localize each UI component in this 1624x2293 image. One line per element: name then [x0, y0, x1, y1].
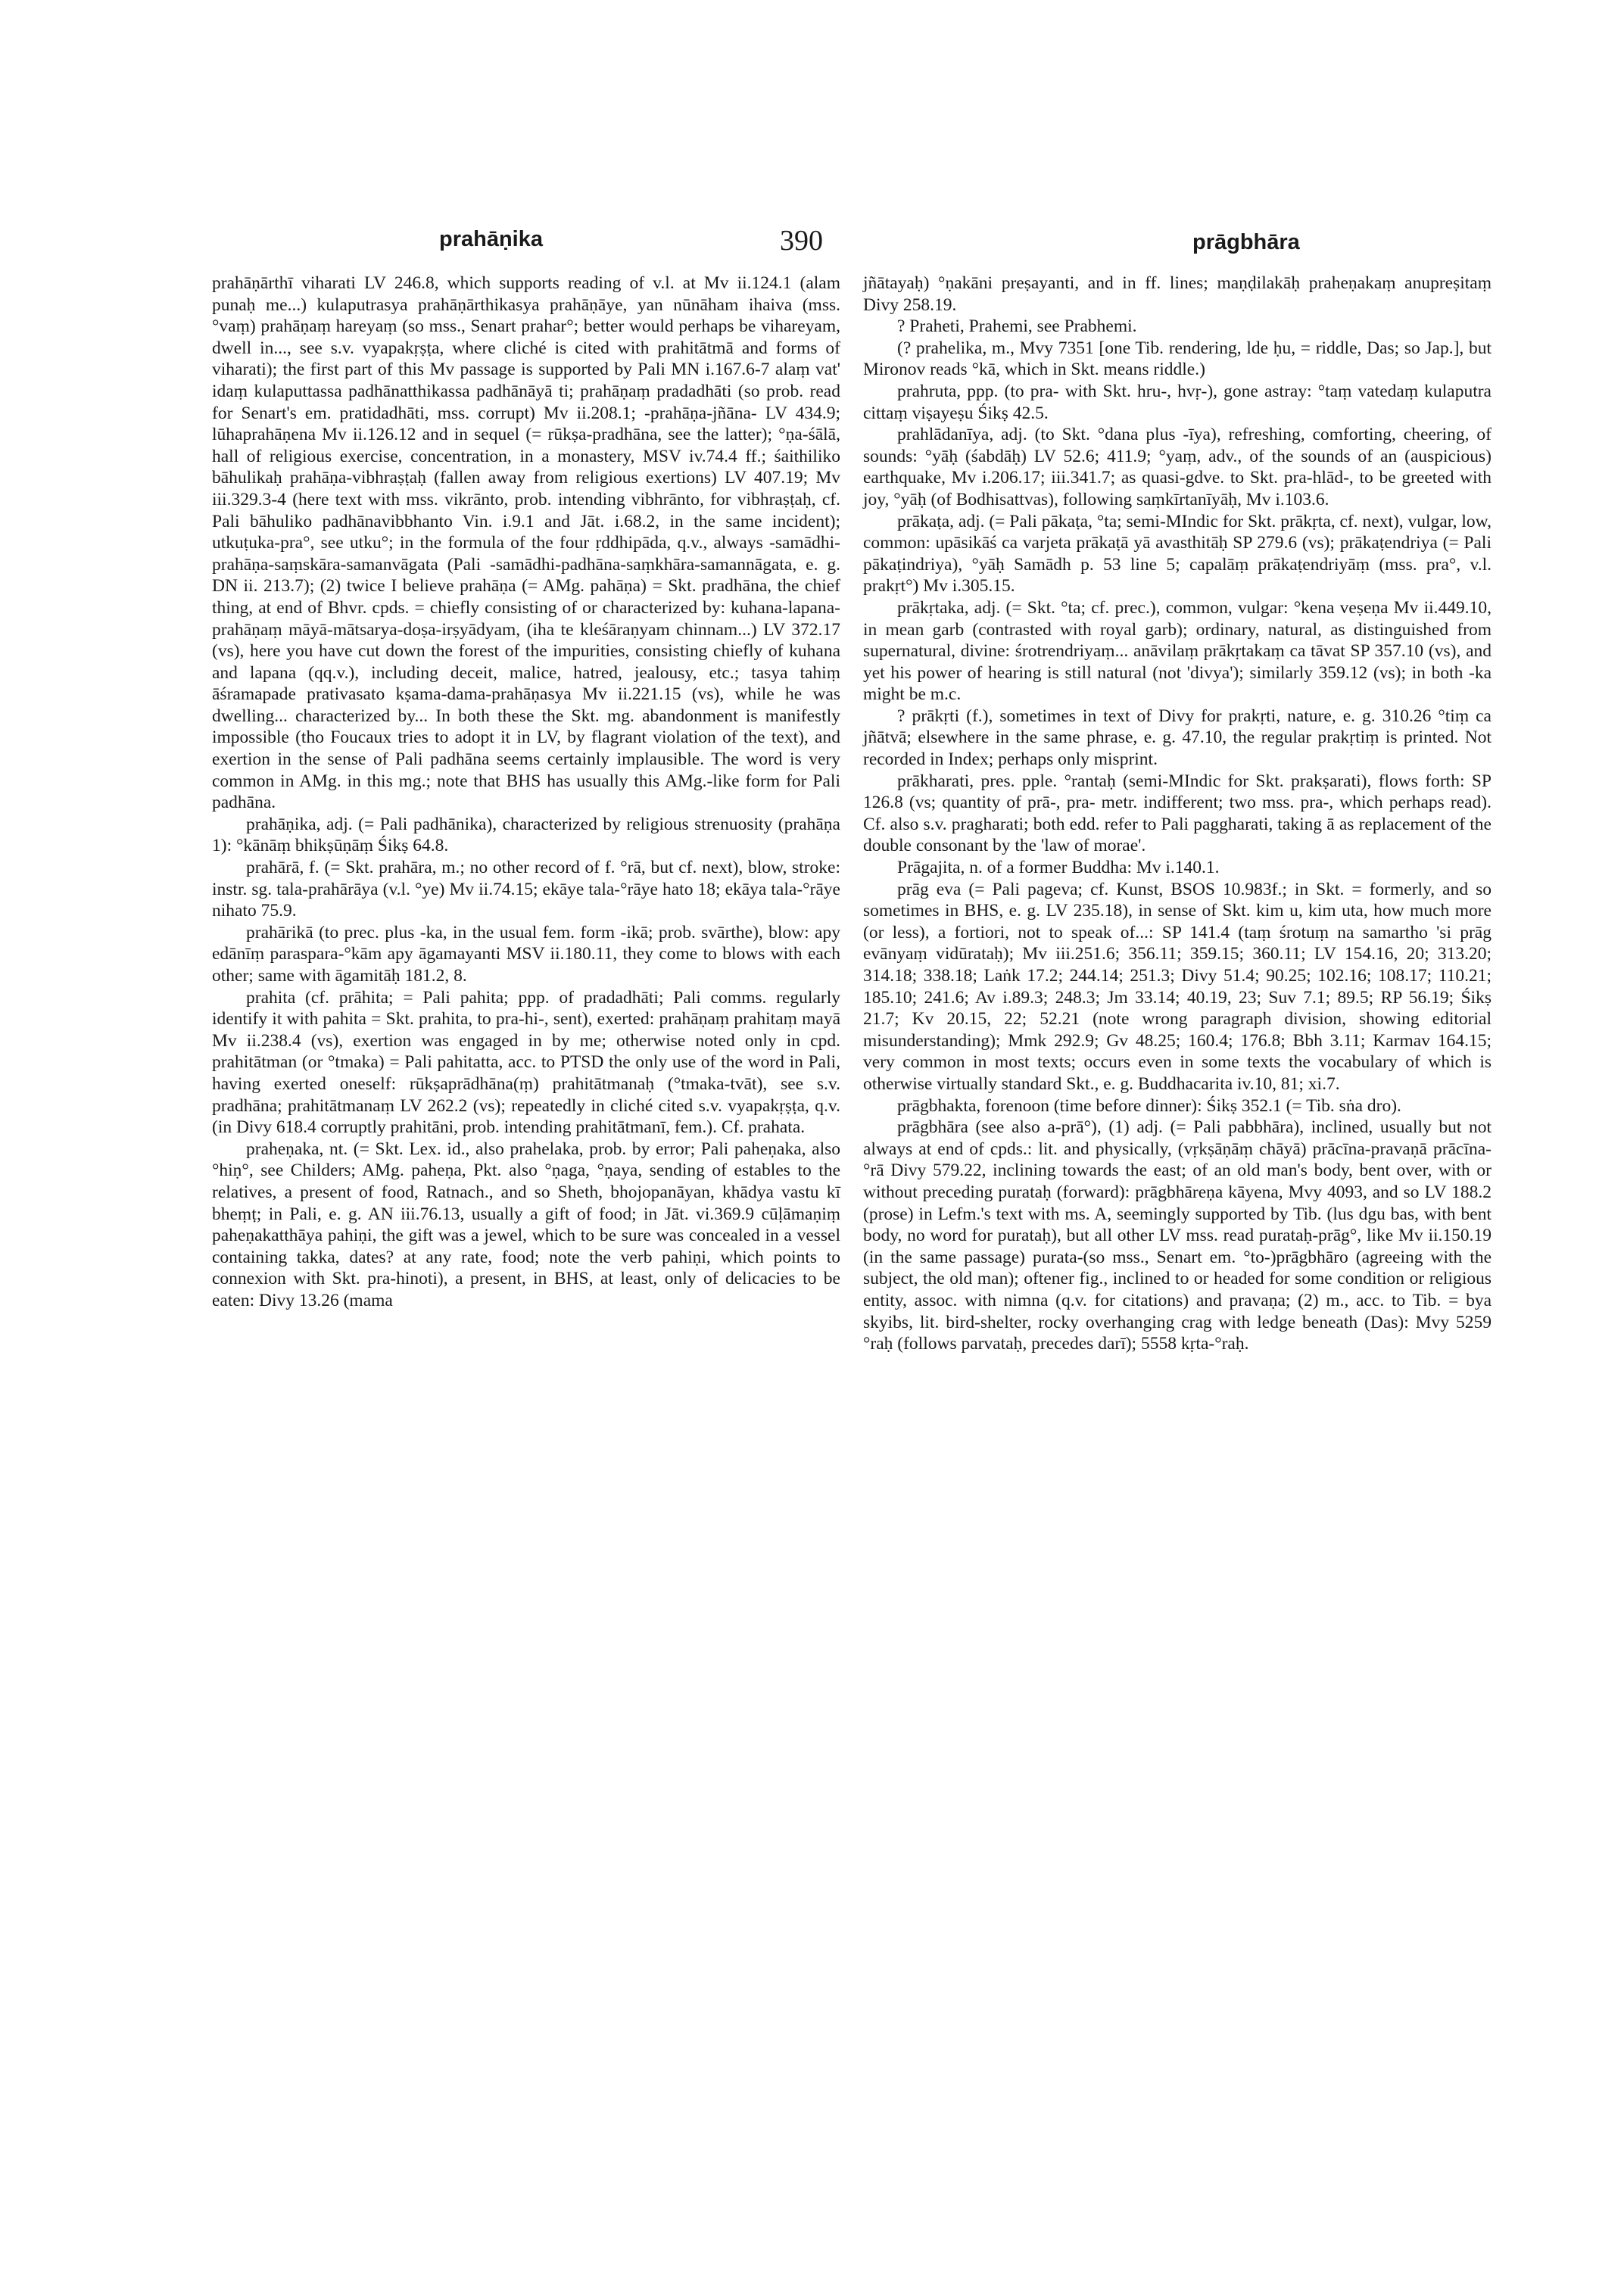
left-column-entry: prahārā, f. (= Skt. prahāra, m.; no other record of f. °rā, but cf. next), blow, stroke: instr. sg. tala-prahārāya (v.l. °ye) Mv ii.74.15; ekāye tala-°rāye hato 18; ekāya tala-°rāye nihato 75.9. [212, 858, 840, 921]
right-guideword: prāgbhāra [1192, 230, 1300, 254]
left-column-entry: prahārikā (to prec. plus -ka, in the usual fem. form -ikā; prob. svārthe), blow: apy edānīṃ paraspara-°kām apy āgamayanti MSV ii.180.11, they come to blows with each other; same with āgamitāḥ 181.2, 8. [212, 922, 840, 986]
left-column-entry: prahāṇārthī viharati LV 246.8, which supports reading of v.l. at Mv ii.124.1 (alam punaḥ me...) kulaputrasya prahāṇārthikasya prahāṇāye, yan nūnāham ihaiva (mss. °vaṃ) prahāṇaṃ hareyaṃ (so mss., Senart prahar°; better would perhaps be vihareyam, dwell in..., see s.v. vyapakṛṣṭa, where cliché is cited with prahitātmā and forms of viharati); the first part of this Mv passage is supported by Pali MN i.167.6-7 alaṃ vat' idaṃ kulaputtassa padhānatthikassa padhānāyā ti; prahāṇaṃ pradadhāti (so prob. read for Senart's em. pratidadhāti, mss. corrupt) Mv ii.208.1; -prahāṇa-jñāna- LV 434.9; lūhaprahāṇena Mv ii.126.12 and in sequel (= rūkṣa-pradhāna, see the latter); °ṇa-śālā, hall of religious exercise, concentration, in a monastery, MSV iv.74.4 ff.; śaithiliko bāhulikaḥ prahāṇa-vibhraṣṭaḥ (fallen away from religious exertions) LV 407.19; Mv iii.329.3-4 (here text with mss. vikrānto, prob. intending vibhrānto, for vibhraṣṭaḥ, cf. Pali bāhuliko padhānavibbhanto Vin. i.9.1 and Jāt. i.68.2, in the same incident); utkuṭuka-pra°, see utku°; in the formula of the four ṛddhipāda, q.v., always -samādhi-prahāṇa-saṃskāra-samanvāgata (Pali -samādhi-padhāna-saṃkhāra-samannāgata, e. g. DN ii. 213.7); (2) twice I believe prahāṇa (= AMg. pahāṇa) = Skt. pradhāna, the chief thing, at end of Bhvr. cpds. = chiefly consisting of or characterized by: kuhana-lapana-prahāṇaṃ māyā-mātsarya-doṣa-irṣyādyam, (iha te kleśāraṇyam chinnam...) LV 372.17 (vs), here you have cut down the forest of the impurities, consisting chiefly of kuhana and lapana (qq.v.), including deceit, malice, hatred, jealousy, etc.; tasya tahiṃ āśramapade prativasato kṣama-dama-prahāṇasya Mv ii.221.15 (vs), while he was dwelling... characterized by... In both these the Skt. mg. abandonment is manifestly impossible (tho Foucaux tries to adopt it in LV, by flagrant violation of the text), and exertion in the sense of Pali padhāna seems certainly implausible. The word is very common in AMg. in this mg.; note that BHS has usually this AMg.-like form for Pali padhāna. [212, 273, 840, 813]
left-column-entry: prahāṇika, adj. (= Pali padhānika), characterized by religious strenuosity (prahāṇa 1): °kānāṃ bhikṣūṇāṃ Śikṣ 64.8. [212, 814, 840, 856]
left-column-entry: praheṇaka, nt. (= Skt. Lex. id., also prahelaka, prob. by error; Pali paheṇaka, also °hiṇ°, see Childers; AMg. paheṇa, Pkt. also °ṇaga, °ṇaya, sending of estables to the relatives, a present of food, Ratnach., and so Sheth, bhojopanāyan, khādya vastu kī bheṃṭ; in Pali, e. g. AN iii.76.13, usually a gift of food; in Jāt. vi.369.9 cūḷāmaṇiṃ paheṇakatthāya pahiṇi, the gift was a jewel, which to be sure was concealed in a vessel containing takka, dates? at any rate, food; note the verb pahiṇi, which points to connexion with Skt. pra-hinoti), a present, in BHS, at least, only of delicacies to be eaten: Divy 13.26 (mama [212, 1139, 840, 1310]
right-column-entry: prahruta, ppp. (to pra- with Skt. hru-, hvṛ-), gone astray: °taṃ vatedaṃ kulaputra cittaṃ viṣayeṣu Śikṣ 42.5. [863, 381, 1492, 423]
left-column-entry: prahita (cf. prāhita; = Pali pahita; ppp. of pradadhāti; Pali comms. regularly identify it with pahita = Skt. prahita, to pra-hi-, sent), exerted: prahāṇaṃ prahitaṃ mayā Mv ii.238.4 (vs), exertion was engaged in by me; otherwise noted only in cpd. prahitātman (or °tmaka) = Pali pahitatta, acc. to PTSD the only use of the word in Pali, having exerted oneself: rūkṣaprādhāna(ṃ) prahitātmanaḥ (°tmaka-tvāt), see s.v. pradhāna; prahitātmanaṃ LV 262.2 (vs); repeatedly in cliché cited s.v. vyapakṛṣṭa, q.v. (in Divy 618.4 corruptly prahitāni, prob. intending prahitātmanī, fem.). Cf. prahata. [212, 987, 840, 1138]
right-column-entry: prākaṭa, adj. (= Pali pākaṭa, °ta; semi-MIndic for Skt. prākṛta, cf. next), vulgar, low, common: upāsikāś ca varjeta prākaṭā yā avasthitāḥ SP 279.6 (vs); prākaṭendriya (= Pali pākaṭindriya), °yāḥ Samādh p. 53 line 5; capalāṃ prākaṭendriyāṃ (mss. pra°, v.l. prakṛt°) Mv i.305.15. [863, 511, 1492, 597]
right-column-entry: prāgbhakta, forenoon (time before dinner): Śikṣ 352.1 (= Tib. sṅa dro). [897, 1095, 1401, 1116]
right-column-entry: prāg eva (= Pali pageva; cf. Kunst, BSOS 10.983f.; in Skt. = formerly, and so sometimes in BHS, e. g. LV 235.18), in sense of Skt. kim u, kim uta, how much more (or less), a fortiori, not to speak of...: SP 141.4 (taṃ śrotuṃ na samartho 'si prāg evānyaṃ vidūrataḥ); Mv iii.251.6; 356.11; 359.15; 360.11; LV 154.16, 20; 313.20; 314.18; 338.18; Laṅk 17.2; 244.14; 251.3; Divy 51.4; 90.25; 102.16; 108.17; 110.21; 185.10; 241.6; Av i.89.3; 248.3; Jm 33.14; 40.19, 23; Suv 7.1; 89.5; RP 56.19; Śikṣ 21.7; Kv 20.15, 22; 52.21 (note wrong paragraph division, showing editorial misunderstanding); Mmk 292.9; Gv 48.25; 160.4; 176.8; Bbh 3.11; Karmav 164.15; very common in most texts; occurs even in some texts the vocabulary of which is otherwise virtually standard Skt., e. g. Buddhacarita iv.10, 81; xi.7. [863, 879, 1492, 1094]
page-number: 390 [780, 225, 823, 257]
page-header [0, 224, 1624, 262]
right-column-entry: prāgbhāra (see also a-prā°), (1) adj. (= Pali pabbhāra), inclined, usually but not always at end of cpds.: lit. and physically, (vṛkṣāṇāṃ chāyā) prācīna-pravaṇā prācīna-°rā Divy 579.22, inclining towards the east; of an old man's body, bent over, with or without preceding purataḥ (forward): prāgbhāreṇa kāyena, Mvy 4093, and so LV 188.2 (prose) in Lefm.'s text with ms. A, seemingly supported by Tib. (lus dgu bas, with bent body, no word for purataḥ), but all other LV mss. read purataḥ-prāg°, like Mv ii.150.19 (in the same passage) purata-(so mss., Senart em. °to-)prāgbhāro (agreeing with the subject, the old man); oftener fig., inclined to or headed for some condition or religious entity, assoc. with nimna (q.v. for citations) and pravaṇa; (2) m., acc. to Tib. = bya skyibs, lit. bird-shelter, rocky overhanging crag with ledge beneath (Das): Mvy 5259 °raḥ (follows parvataḥ, precedes darī); 5558 kṛta-°raḥ. [863, 1117, 1492, 1354]
right-column-entry: jñātayaḥ) °ṇakāni preṣayanti, and in ff. lines; maṇḍilakāḥ praheṇakaṃ anupreṣitaṃ Divy 258.19. [863, 273, 1492, 315]
right-column-entry: prākharati, pres. pple. °rantaḥ (semi-MIndic for Skt. prakṣarati), flows forth: SP 126.8 (vs; quantity of prā-, pra- metr. indifferent; two mss. pra-, which perhaps read). Cf. also s.v. pragharati; both edd. refer to Pali paggharati, taking ā as replacement of the double consonant by the 'law of morae'. [863, 771, 1492, 856]
right-column-entry: ? prākṛti (f.), sometimes in text of Divy for prakṛti, nature, e. g. 310.26 °tiṃ ca jñātvā; elsewhere in the same phrase, e. g. 47.10, the regular prakṛtiṃ is printed. Not recorded in Index; perhaps only misprint. [863, 706, 1492, 770]
right-column-entry: Prāgajita, n. of a former Buddha: Mv i.140.1. [897, 858, 1220, 878]
right-column-entry: (? prahelika, m., Mvy 7351 [one Tib. rendering, lde ḥu, = riddle, Das; so Jap.], but Mironov reads °kā, which in Skt. means riddle.) [863, 338, 1492, 380]
left-guideword: prahāṇika [439, 227, 543, 251]
left-column [212, 273, 840, 1312]
right-column [863, 273, 1492, 1355]
right-column-entry: prākṛtaka, adj. (= Skt. °ta; cf. prec.), common, vulgar: °kena veṣeṇa Mv ii.449.10, in mean garb (contrasted with royal garb); ordinary, natural, as distinguished from supernatural, divine: śrotrendriyaṃ... anāvilaṃ prākṛtakaṃ ca tāvat SP 357.10 (vs), and yet his power of hearing is still natural (not 'divya'); similarly 359.12 (vs); in both -ka might be m.c. [863, 597, 1492, 705]
right-column-entry: ? Praheti, Prahemi, see Prabhemi. [897, 316, 1137, 337]
right-column-entry: prahlādanīya, adj. (to Skt. °dana plus -īya), refreshing, comforting, cheering, of sounds: °yāḥ (śabdāḥ) LV 52.6; 411.9; °yaṃ, adv., of the sounds of an (auspicious) earthquake, Mv i.206.17; iii.341.7; as quasi-gdve. to Skt. pra-hlād-, to be greeted with joy, °yāḥ (of Bodhisattvas), following saṃkīrtanīyāḥ, Mv i.103.6. [863, 425, 1492, 509]
